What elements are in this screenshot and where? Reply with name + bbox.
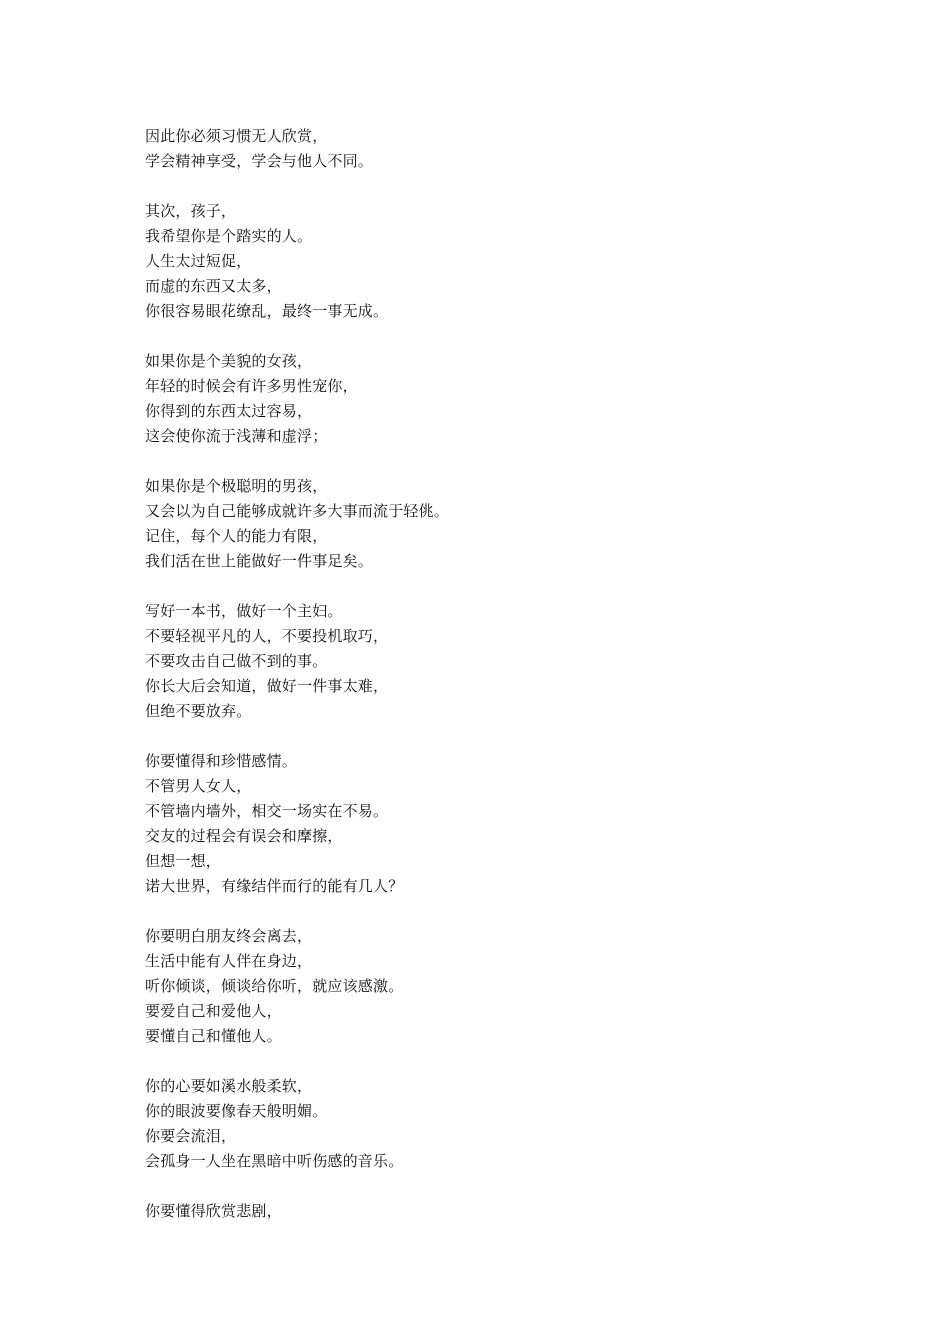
text-line: 你要会流泪，: [145, 1127, 237, 1145]
stanza: [145, 474, 825, 574]
text-line: 学会精神享受，学会与他人不同。: [145, 152, 374, 170]
text-line: 而虚的东西又太多，: [145, 277, 282, 295]
text-line: 会孤身一人坐在黑暗中听伤感的音乐。: [145, 1152, 404, 1170]
text-line: 我们活在世上能做好一件事足矣。: [145, 552, 374, 570]
stanza: [145, 124, 825, 174]
text-line: 你要明白朋友终会离去，: [145, 927, 313, 945]
stanza: [145, 1074, 825, 1174]
text-line: 但绝不要放弃。: [145, 702, 252, 720]
text-line: 你要懂得和珍惜感情。: [145, 752, 298, 770]
text-line: 不管男人女人，: [145, 777, 252, 795]
text-line: 你很容易眼花缭乱，最终一事无成。: [145, 302, 389, 320]
text-line: 你长大后会知道，做好一件事太难，: [145, 677, 389, 695]
text-line: 写好一本书，做好一个主妇。: [145, 602, 343, 620]
text-line: 如果你是个美貌的女孩，: [145, 352, 313, 370]
text-line: 听你倾谈，倾谈给你听，就应该感激。: [145, 977, 404, 995]
text-line: 诺大世界，有缘结伴而行的能有几人？: [145, 877, 404, 895]
text-line: 不要轻视平凡的人，不要投机取巧，: [145, 627, 389, 645]
text-line: 年轻的时候会有许多男性宠你，: [145, 377, 358, 395]
text-line: 要懂自己和懂他人。: [145, 1027, 282, 1045]
stanza: [145, 924, 825, 1049]
text-line: 你的眼波要像春天般明媚。: [145, 1102, 328, 1120]
text-line: 记住，每个人的能力有限，: [145, 527, 328, 545]
text-line: 你得到的东西太过容易，: [145, 402, 313, 420]
text-line: 如果你是个极聪明的男孩，: [145, 477, 328, 495]
text-line: 因此你必须习惯无人欣赏，: [145, 127, 328, 145]
text-line: 不要攻击自己做不到的事。: [145, 652, 328, 670]
poem-body: [145, 124, 825, 1249]
stanza: [145, 599, 825, 724]
text-line: 要爱自己和爱他人，: [145, 1002, 282, 1020]
stanza: [145, 349, 825, 449]
text-line: 你的心要如溪水般柔软，: [145, 1077, 313, 1095]
text-line: 其次，孩子，: [145, 202, 237, 220]
stanza: [145, 1199, 825, 1224]
text-line: 这会使你流于浅薄和虚浮；: [145, 427, 328, 445]
text-line: 不管墙内墙外，相交一场实在不易。: [145, 802, 389, 820]
text-line: 我希望你是个踏实的人。: [145, 227, 313, 245]
text-line: 你要懂得欣赏悲剧，: [145, 1202, 282, 1220]
text-line: 交友的过程会有误会和摩擦，: [145, 827, 343, 845]
stanza: [145, 199, 825, 324]
text-line: 生活中能有人伴在身边，: [145, 952, 313, 970]
text-line: 但想一想，: [145, 852, 222, 870]
text-line: 人生太过短促，: [145, 252, 252, 270]
stanza: [145, 749, 825, 899]
text-line: 又会以为自己能够成就许多大事而流于轻佻。: [145, 502, 450, 520]
